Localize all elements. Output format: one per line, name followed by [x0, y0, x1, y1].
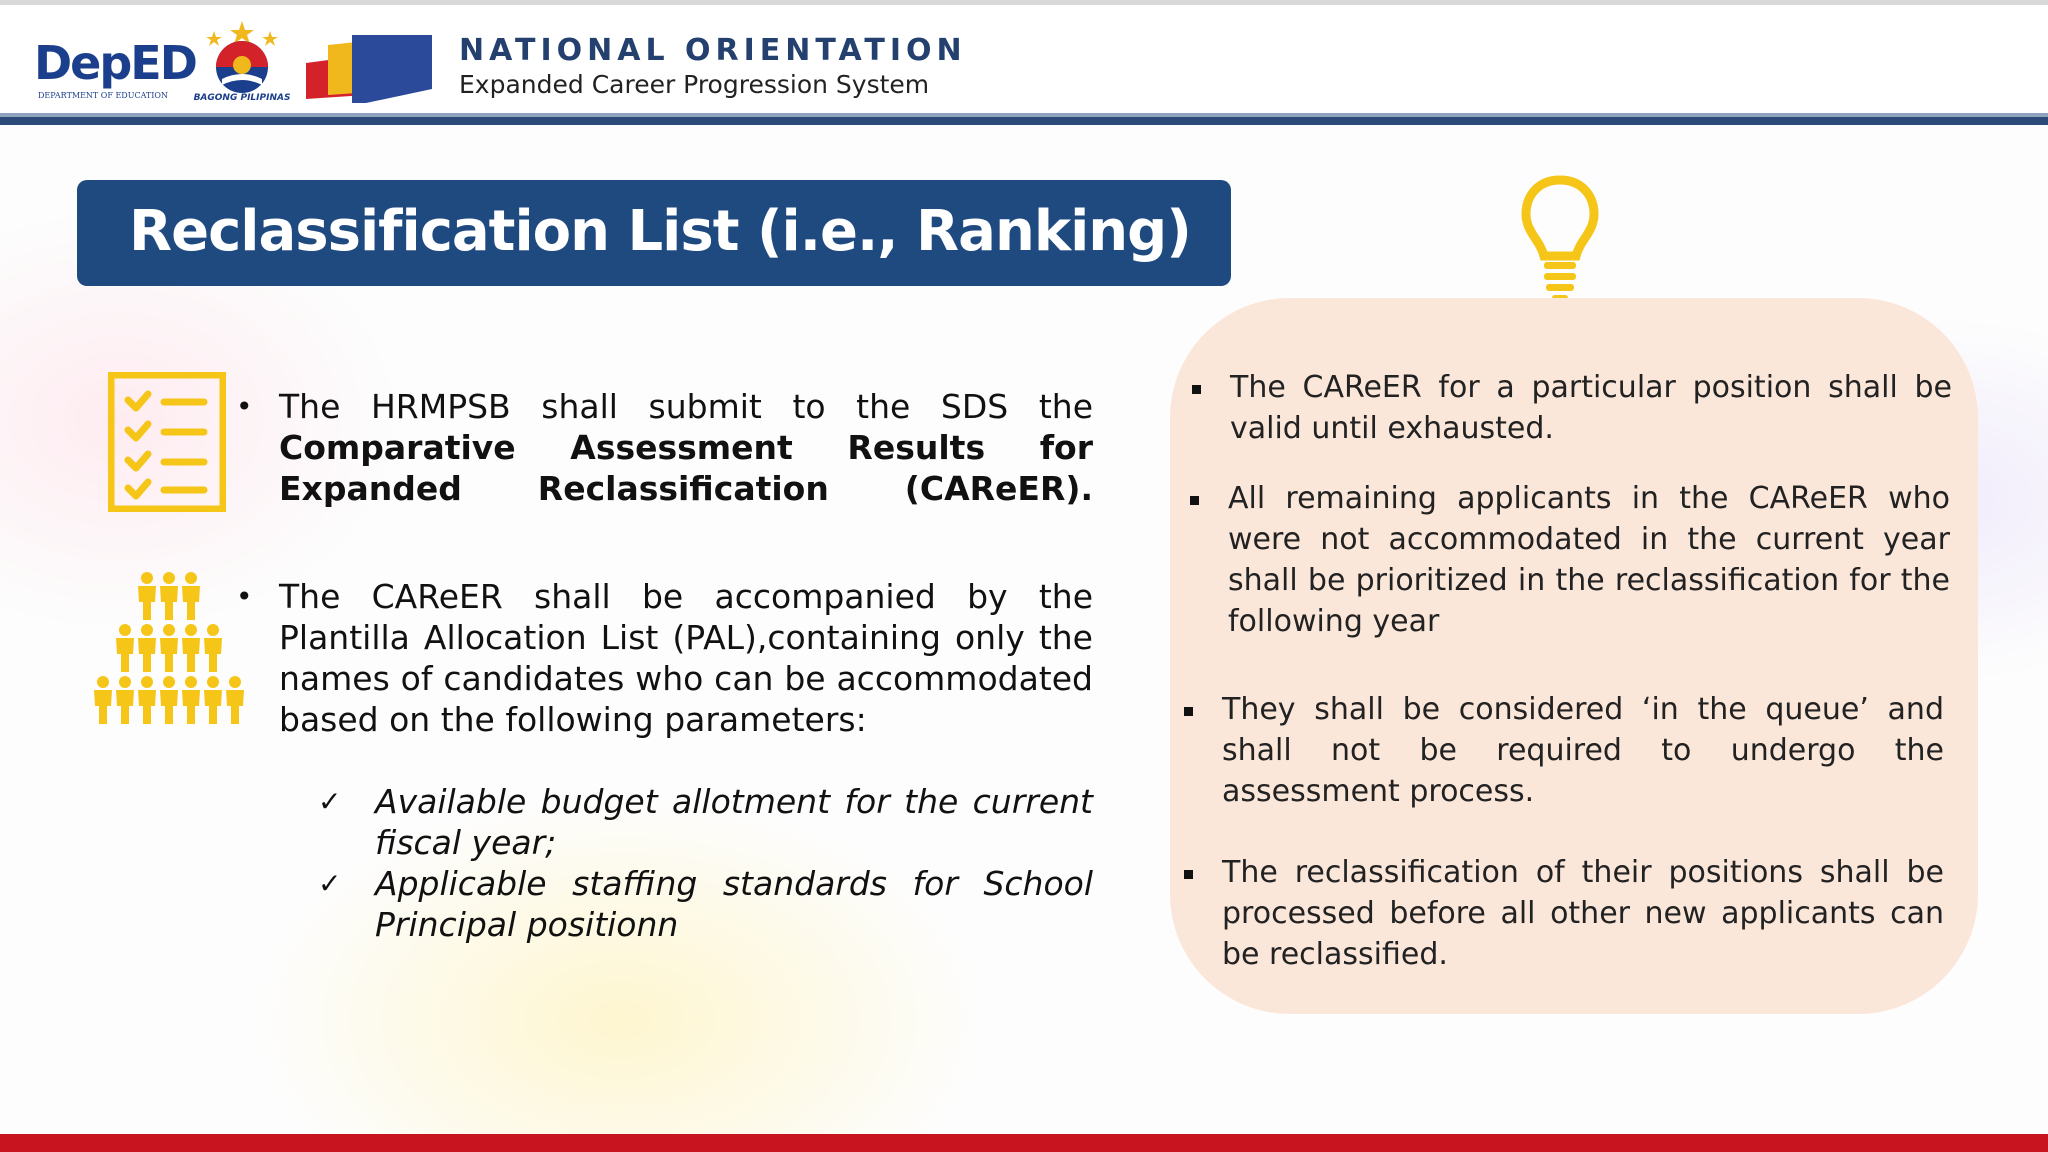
slide-title: Reclassification List (i.e., Ranking)	[129, 199, 1191, 264]
bagong-pilipinas-text: BAGONG PILIPINAS	[193, 93, 291, 103]
panel-item-text: The CAReER for a particular position shall be valid until exhausted.	[1230, 370, 1952, 446]
info-panel	[1170, 298, 1978, 1014]
point1-plain: The HRMPSB shall submit to the SDS the	[279, 387, 1093, 426]
checklist-icon	[108, 372, 226, 512]
panel-item	[1190, 478, 1950, 642]
header-divider-dark	[0, 117, 2048, 125]
parameter-item	[318, 781, 1093, 863]
bullet-dot: •	[236, 390, 253, 423]
deped-logo-text: DepED	[34, 36, 196, 90]
checkmark-icon: ✓	[318, 867, 342, 900]
panel-item	[1192, 367, 1952, 449]
people-pyramid-icon	[92, 570, 246, 730]
panel-item	[1184, 852, 1944, 975]
parameter-item	[318, 863, 1093, 945]
point1-bold: Comparative Assessment Results for Expanded Reclassification (CAReER).	[279, 428, 1093, 508]
bagong-pilipinas-logo	[192, 21, 292, 107]
lightbulb-icon	[1520, 174, 1600, 304]
panel-item-text: They shall be considered ‘in the queue’ and shall not be required to undergo the assessment process.	[1222, 692, 1944, 809]
parameter-text: Available budget allotment for the current fiscal year;	[375, 782, 1093, 862]
point2-text: The CAReER shall be accompanied by the Plantilla Allocation List (PAL),containing only the names of candidates who can be accommodated based on the following parameters:	[279, 577, 1093, 739]
footer-bar	[0, 1134, 2048, 1152]
header-subtitle: Expanded Career Progression System	[459, 70, 930, 99]
header-bar	[0, 5, 2048, 117]
checkmark-icon: ✓	[318, 785, 342, 818]
parameter-list	[318, 781, 1093, 945]
deped-logo	[34, 31, 196, 105]
square-bullet	[1184, 707, 1193, 716]
point1-text	[279, 386, 1093, 509]
panel-item-text: The reclassification of their positions shall be processed before all other new applicants can be reclassified.	[1222, 855, 1944, 972]
square-bullet	[1190, 496, 1199, 505]
square-bullet	[1184, 870, 1193, 879]
panel-item-text: All remaining applicants in the CAReER who were not accommodated in the current year shall be prioritized in the reclassification for the following year	[1228, 481, 1950, 639]
ecps-logo	[306, 33, 436, 107]
panel-item	[1184, 689, 1944, 812]
square-bullet	[1192, 385, 1201, 394]
slide-title-box	[77, 180, 1231, 286]
header-title: NATIONAL ORIENTATION	[459, 33, 967, 68]
deped-logo-subtitle: DEPARTMENT OF EDUCATION	[38, 91, 168, 100]
bullet-dot: •	[236, 580, 253, 613]
parameter-text: Applicable staffing standards for School Principal positionn	[375, 864, 1093, 944]
